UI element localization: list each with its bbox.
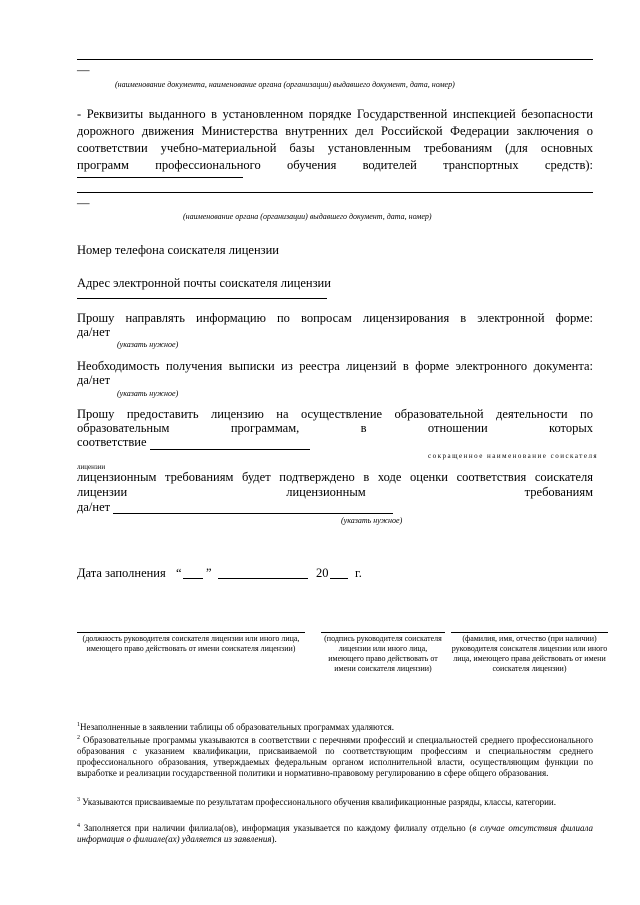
date-day-field[interactable] <box>183 578 203 579</box>
gibdd-short-line[interactable] <box>77 177 243 178</box>
footnote-4-italic: в случае отсутствия филиала информация о филиале(ах) удаляется из заявления <box>77 823 593 844</box>
gibdd-text-line-1: - Реквизиты выданного в установленном порядке Государственной инспекцией безопасности <box>77 107 593 121</box>
date-year-suffix: г. <box>355 566 362 580</box>
license-request-line-1: Прошу предоставить лицензию на осуществление образовательной деятельности по <box>77 407 593 421</box>
gibdd-details-caption: (наименование органа (организации) выдавшего документ, дата, номер) <box>183 212 432 221</box>
gibdd-details-line[interactable] <box>77 192 593 193</box>
footnote-4-tail: ). <box>271 834 277 844</box>
position-signature-line[interactable] <box>77 632 305 633</box>
license-request-answer-line[interactable] <box>113 513 393 514</box>
document-details-dash: — <box>77 63 90 77</box>
document-details-caption: (наименование документа, наименование органа (организации) выдавшего документ, дата, номер) <box>115 80 455 89</box>
footnote-2 <box>77 735 593 779</box>
signature-caption: (подпись руководителя соискателя лицензии или иного лица, имеющего право действовать от имени соискателя лицензии) <box>324 634 442 673</box>
footnote-2-number: 2 <box>77 735 80 741</box>
email-field[interactable] <box>77 298 327 299</box>
electronic-info-hint: (указать нужное) <box>117 340 179 349</box>
license-request-hint: (указать нужное) <box>341 516 403 525</box>
date-quote-close: ” <box>206 566 212 580</box>
footnote-1-text: Незаполненные в заявлении таблицы об образовательных программах удаляются. <box>80 722 395 732</box>
gibdd-text-line-2: дорожного движения Министерства внутренних дел Российской Федерации заключения о <box>77 124 593 138</box>
footnote-3 <box>77 797 593 808</box>
full-name-line[interactable] <box>451 632 608 633</box>
electronic-info-line-1: Прошу направлять информацию по вопросам лицензирования в электронной форме: <box>77 311 593 325</box>
phone-label: Номер телефона соискателя лицензии <box>77 243 279 257</box>
footnote-4-number: 4 <box>77 823 80 829</box>
license-request-line-3: соответствие <box>77 435 147 449</box>
full-name-caption: (фамилия, имя, отчество (при наличии) руководителя соискателя лицензии или иного лица, имеющего права действовать от имени соискателя лицензии) <box>451 634 608 673</box>
footnote-2-text: Образовательные программы указываются в соответствии с перечнями профессий и специальностей среднего профессионального образования с указанием квалификации, присваиваемой по соответствующим профессиям и специальностям среднего профессионального образования, утверждаемых федеральным органом исполнительной власти, осуществляющим функции по выработке и реализации государственной политики и нормативно-правовому регулированию в сфере общего образования. <box>77 735 593 778</box>
document-details-line[interactable] <box>77 59 593 60</box>
footnote-3-text: Указываются присваиваемые по результатам профессионального обучения квалификационные разряды, классы, категории. <box>82 797 556 807</box>
extract-line-1: Необходимость получения выписки из реестра лицензий в форме электронного документа: <box>77 359 593 373</box>
footnote-1 <box>77 722 593 733</box>
gibdd-details-dash: — <box>77 196 90 210</box>
footnote-4-text: Заполняется при наличии филиала(ов), информация указывается по каждому филиалу отдельно ( <box>83 823 473 833</box>
signature-line[interactable] <box>321 632 445 633</box>
license-request-line-4: лицензионным требованиям будет подтверждено в ходе оценки соответствия соискателя <box>77 470 593 484</box>
electronic-info-answer[interactable]: да/нет <box>77 325 111 339</box>
extract-hint: (указать нужное) <box>117 389 179 398</box>
applicant-short-name-field[interactable] <box>150 449 310 450</box>
date-month-field[interactable] <box>218 578 308 579</box>
gibdd-text-line-4: программ профессионального обучения водителей транспортных средств): <box>77 158 593 172</box>
extract-answer[interactable]: да/нет <box>77 373 111 387</box>
email-label: Адрес электронной почты соискателя лицензии <box>77 276 331 290</box>
date-year-field[interactable] <box>330 578 348 579</box>
license-request-line-2: образовательным программам, в отношении которых <box>77 421 593 435</box>
footnote-4 <box>77 823 593 845</box>
license-request-line-5: лицензии лицензионным требованиям <box>77 485 593 499</box>
position-caption: (должность руководителя соискателя лицензии или иного лица, имеющего право действовать от имени соискателя лицензии) <box>82 634 300 653</box>
date-year-prefix: 20 <box>316 566 329 580</box>
gibdd-text-line-3: соответствии учебно-материальной базы установленным требованиям (для основных <box>77 141 593 155</box>
license-request-answer[interactable]: да/нет <box>77 500 111 514</box>
date-fill-label: Дата заполнения <box>77 566 166 580</box>
date-quote-open: “ <box>176 566 182 580</box>
applicant-short-name-note: сокращенное наименование соискателя <box>428 452 599 460</box>
applicant-short-name-note-2: лицензии <box>77 463 106 471</box>
footnote-1-number: 1 <box>77 722 80 728</box>
footnote-3-number: 3 <box>77 797 80 803</box>
